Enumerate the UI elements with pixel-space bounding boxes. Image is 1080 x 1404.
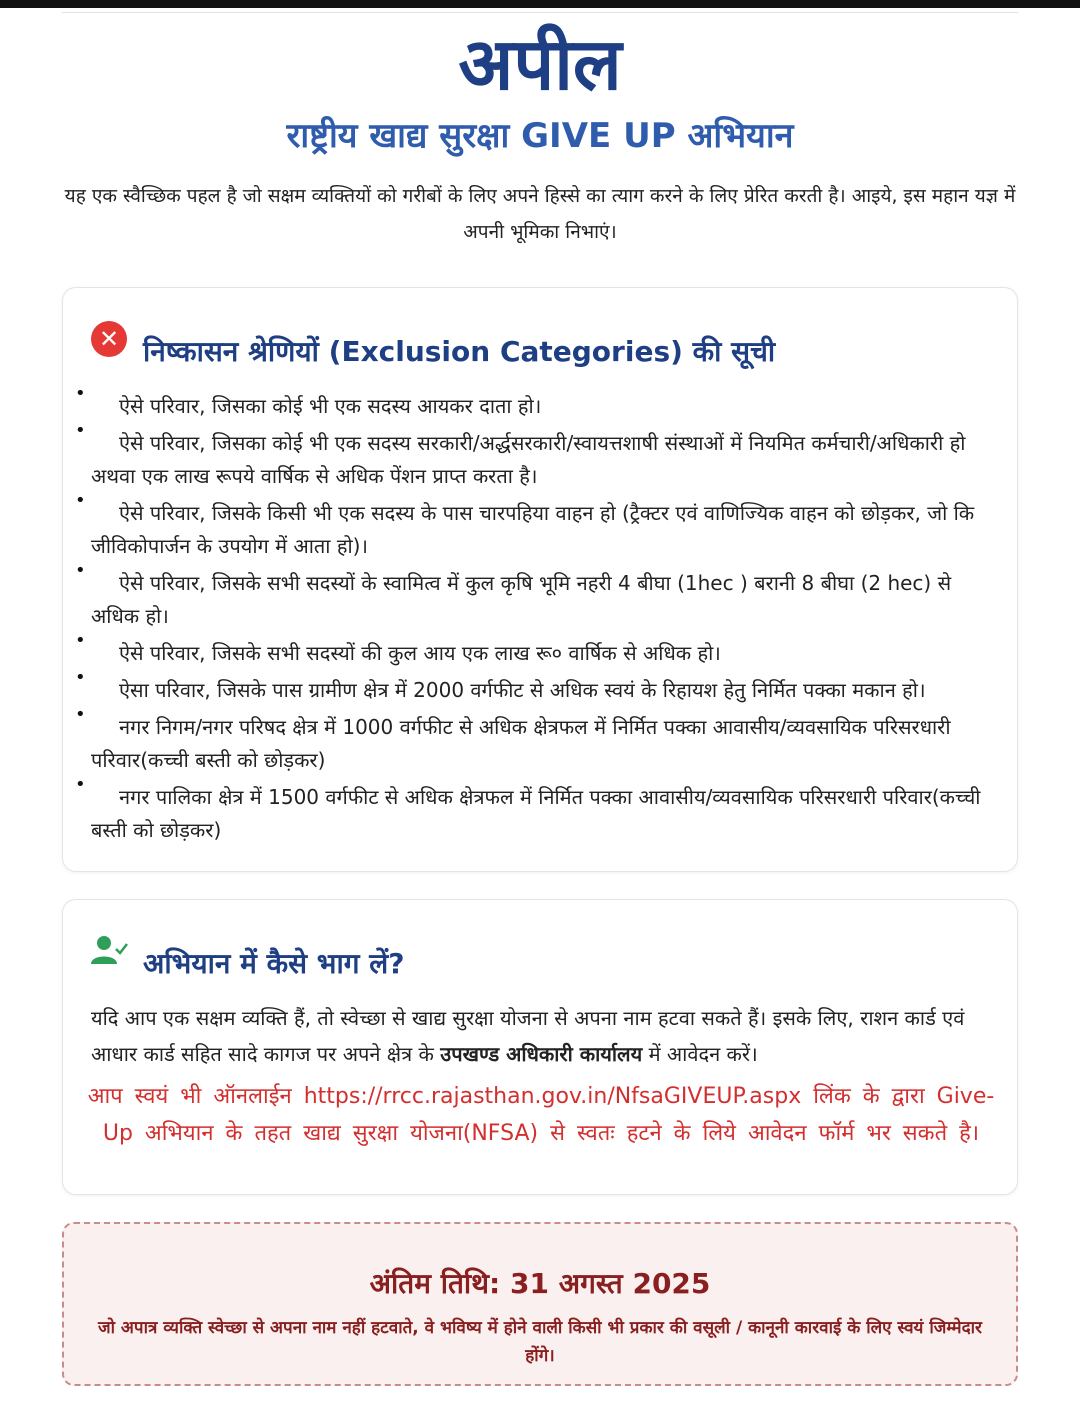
how-text-start: यदि आप एक सक्षम व्यक्ति हैं, तो स्वेच्छा से खाद्य सुरक्षा योजना से अपना नाम हटवा सकते हैं। इसके लिए, राशन कार्ड एवं आधार कार्ड सहित सादे कागज पर अपने क्षेत्र के [91, 1006, 965, 1066]
exclusion-item [63, 704, 1019, 777]
exclusion-card [62, 287, 1018, 872]
exclusion-item-text: ऐसे परिवार, जिसके सभी सदस्यों के स्वामित्व में कुल कृषि भूमि नहरी 4 बीघा (1hec ) बरानी 8 बीघा (2 hec) से अधिक हो। [91, 571, 952, 628]
deadline-note: जो अपात्र व्यक्ति स्वेच्छा से अपना नाम नहीं हटवाते, वे भविष्य में होने वाली किसी भी प्रकार की वसूली / कानूनी कारवाई के लिए स्वयं जिम्मेदार होंगे। [98, 1318, 982, 1366]
exclusion-item [63, 630, 1019, 670]
page-title: अपील [458, 22, 622, 106]
bullet-icon: • [75, 420, 86, 441]
exclusion-item [63, 490, 1019, 563]
top-bar [0, 0, 1080, 8]
campaign-subtitle: राष्ट्रीय खाद्य सुरक्षा GIVE UP अभियान [286, 116, 794, 156]
exclusion-item-text: नगर पालिका क्षेत्र में 1500 वर्गफीट से अधिक क्षेत्रफल में निर्मित पक्का आवासीय/व्यवसायिक परिसरधारी परिवार(कच्ची बस्ती को छोड़कर) [91, 785, 981, 842]
person-check-icon [89, 934, 129, 968]
how-title: अभियान में कैसे भाग लें? [143, 947, 405, 980]
exclusion-item [63, 667, 1019, 707]
exclusion-item-text: ऐसे परिवार, जिसका कोई भी एक सदस्य सरकारी/अर्द्धसरकारी/स्वायत्तशाषी संस्थाओं में नियमित कर्मचारी/अधिकारी हो अथवा एक लाख रूपये वार्षिक से अधिक पेंशन प्राप्त करता है। [91, 431, 966, 488]
exclusion-item [63, 383, 1019, 423]
how-card [62, 899, 1018, 1195]
top-divider [62, 12, 1018, 13]
exclusion-item-text: ऐसा परिवार, जिसके पास ग्रामीण क्षेत्र में 2000 वर्गफीट से अधिक स्वयं के रिहायश हेतु निर्मित पक्का मकान हो। [119, 678, 926, 702]
bullet-icon: • [75, 383, 86, 404]
bullet-icon: • [75, 704, 86, 725]
bullet-icon: • [75, 774, 86, 795]
bullet-icon: • [75, 630, 86, 651]
exclusion-item-text: ऐसे परिवार, जिसका कोई भी एक सदस्य आयकर दाता हो। [119, 394, 542, 418]
exclusion-item [63, 420, 1019, 493]
exclusion-item-text: ऐसे परिवार, जिसके सभी सदस्यों की कुल आय एक लाख रू० वार्षिक से अधिक हो। [119, 641, 721, 665]
deadline-box [62, 1222, 1018, 1386]
exclusion-item-text: ऐसे परिवार, जिसके किसी भी एक सदस्य के पास चारपहिया वाहन हो (ट्रैक्टर एवं वाणिज्यिक वाहन को छोड़कर, जो कि जीविकोपार्जन के उपयोग में आता हो)। [91, 501, 975, 558]
office-name: उपखण्ड अधिकारी कार्यालय [440, 1042, 643, 1066]
bullet-icon: • [75, 490, 86, 511]
bullet-icon: • [75, 667, 86, 688]
how-instructions [91, 1000, 991, 1072]
how-text-end: में आवेदन करें। [642, 1042, 758, 1066]
exclusion-list [63, 383, 1019, 851]
bullet-icon: • [75, 560, 86, 581]
online-apply-text: आप स्वयं भी ऑनलाईन https://rrcc.rajasthan.gov.in/NfsaGIVEUP.aspx लिंक के द्वारा Give-Up अभियान के तहत खाद्य सुरक्षा योजना(NFSA) से स्वतः हटने के लिये आवेदन फॉर्म भर सकते है। [87, 1084, 995, 1146]
exclusion-title: निष्कासन श्रेणियों (Exclusion Categories) की सूची [143, 335, 776, 368]
exclusion-item-text: नगर निगम/नगर परिषद क्षेत्र में 1000 वर्गफीट से अधिक क्षेत्रफल में निर्मित पक्का आवासीय/व्यवसायिक परिसरधारी परिवार(कच्ची बस्ती को छोड़कर) [91, 715, 951, 772]
deadline-title: अंतिम तिथि: 31 अगस्त 2025 [369, 1267, 711, 1300]
close-icon: ✕ [91, 321, 127, 357]
exclusion-item [63, 560, 1019, 633]
intro-text: यह एक स्वैच्छिक पहल है जो सक्षम व्यक्तियों को गरीबों के लिए अपने हिस्से का त्याग करने के लिए प्रेरित करती है। आइये, इस महान यज्ञ में अपनी भूमिका निभाएं। [64, 185, 1016, 243]
exclusion-item [63, 774, 1019, 847]
